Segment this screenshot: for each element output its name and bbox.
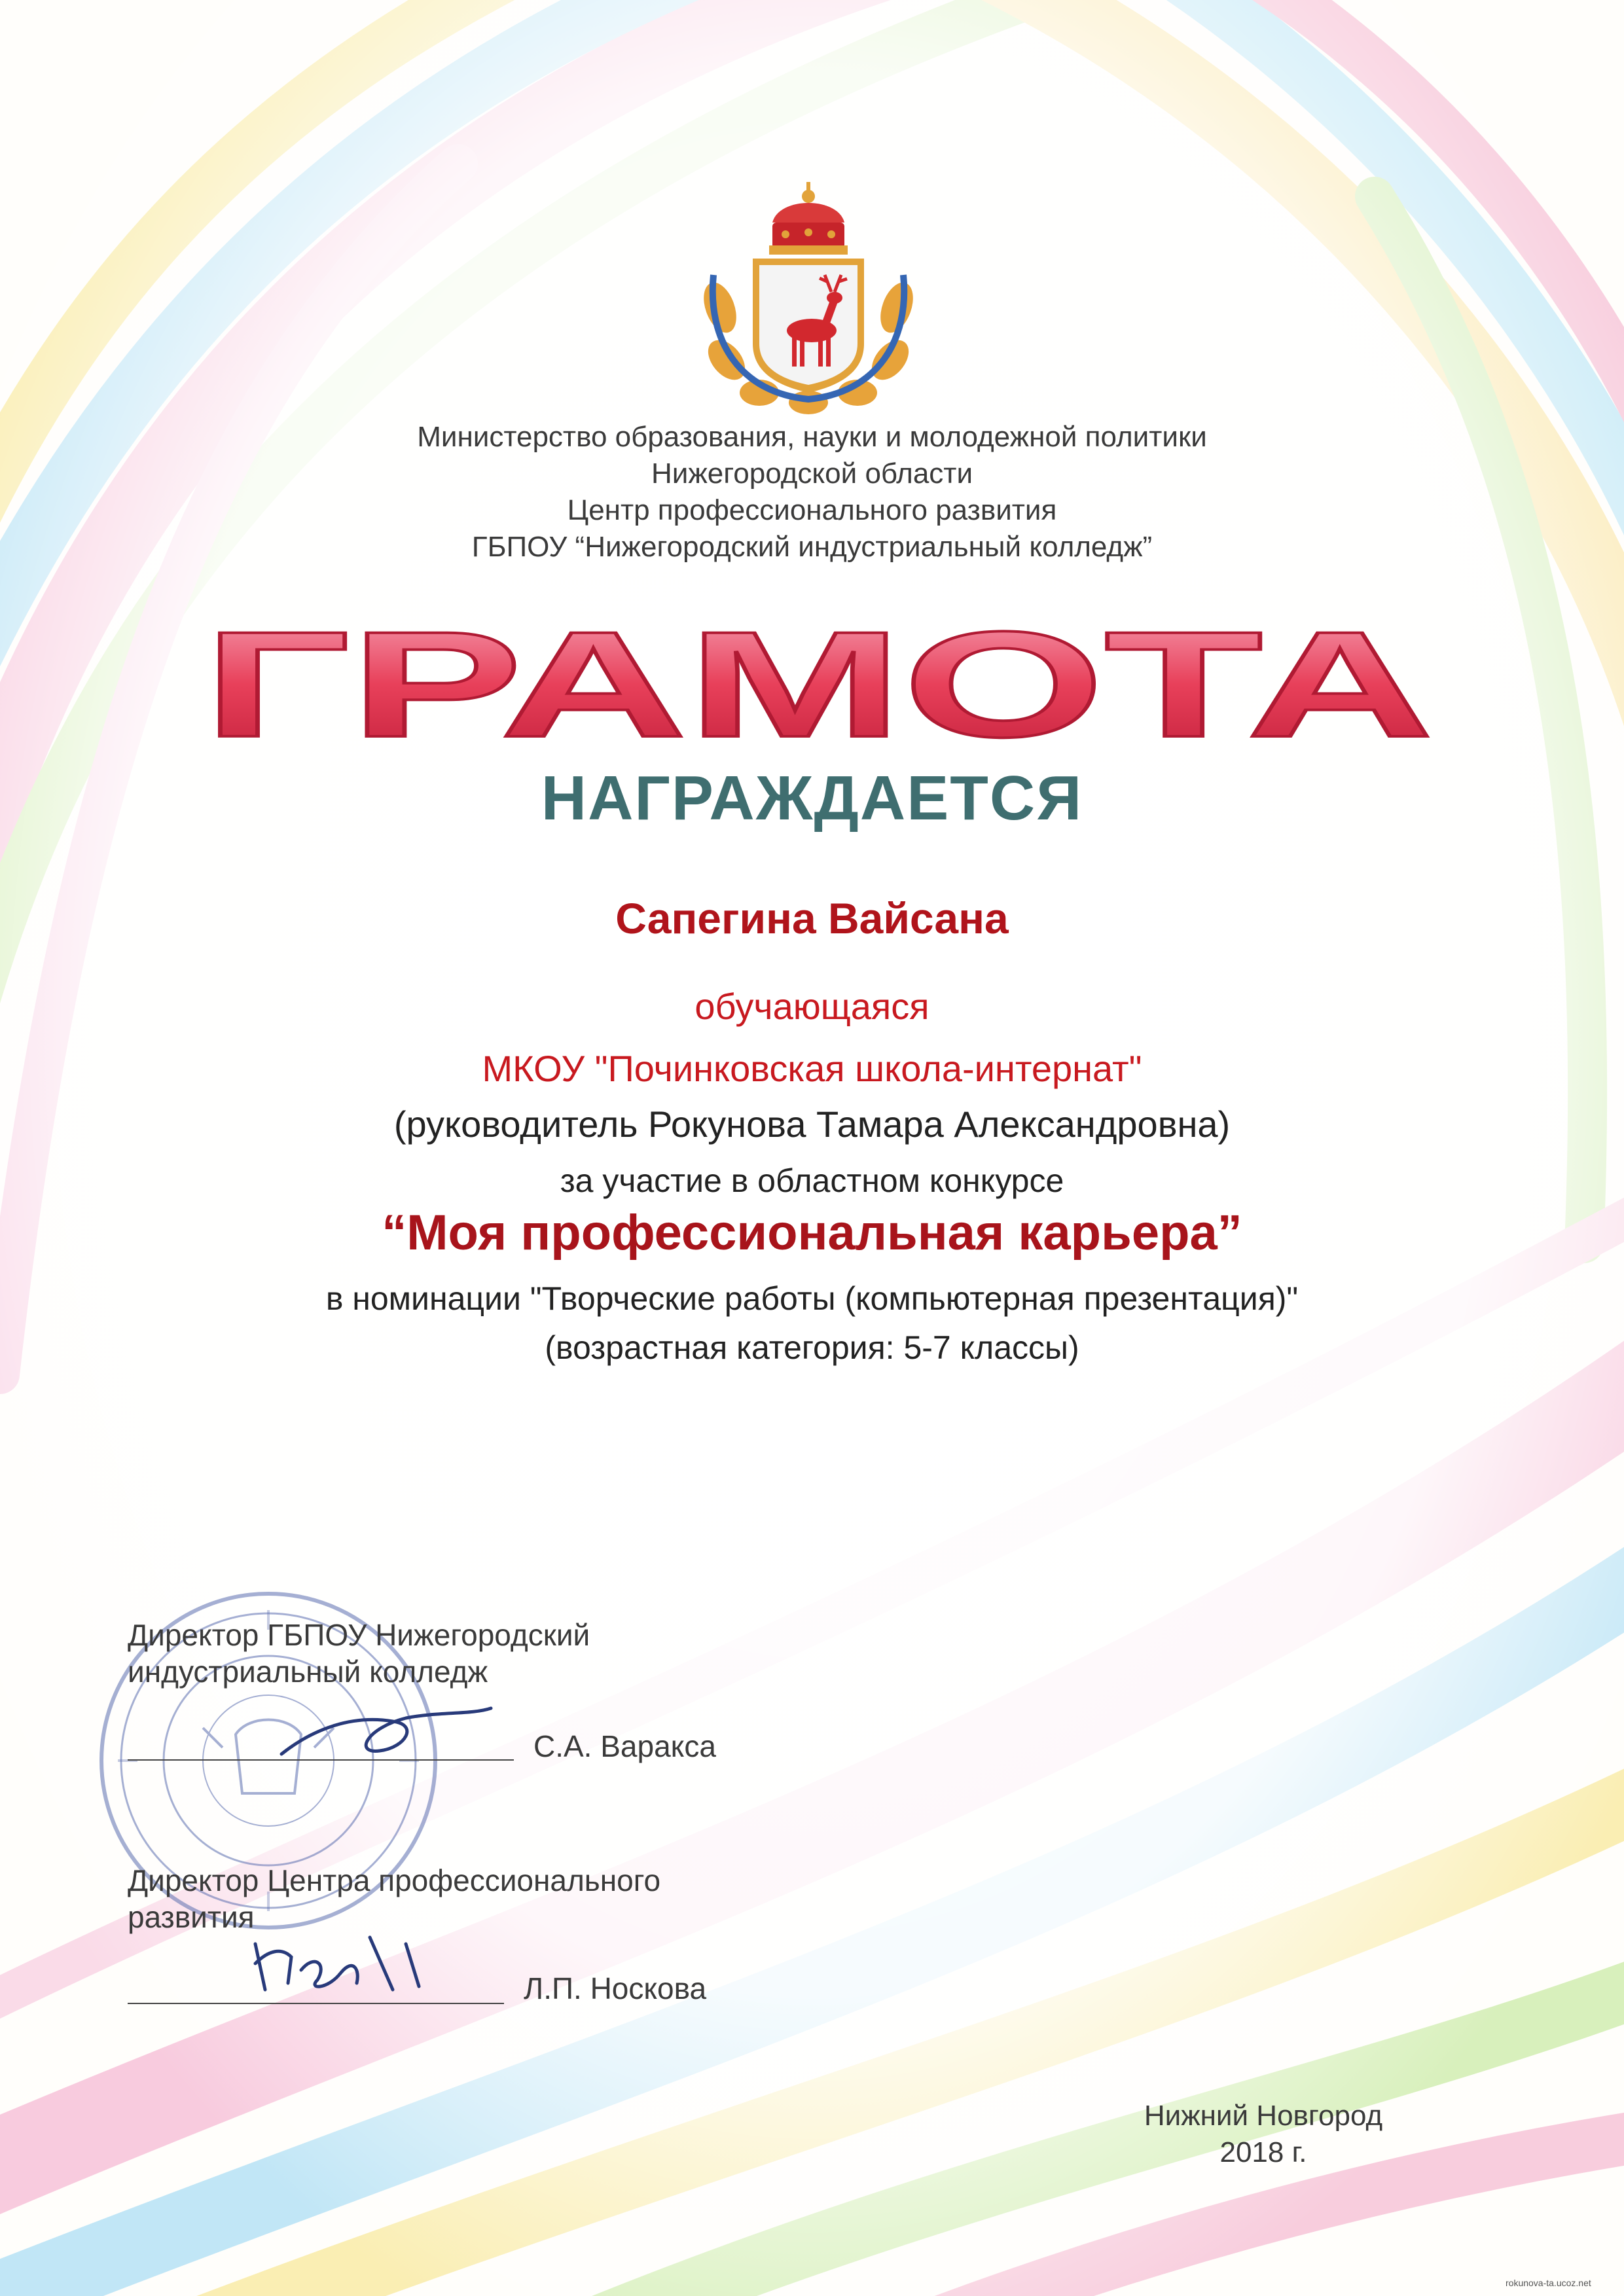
certificate-title [196, 615, 1440, 753]
ministry-line-3: Центр профессионального развития [567, 494, 1057, 526]
recipient-name: Сапегина Вайсана [615, 894, 1009, 942]
signature-2-title-line-2: развития [128, 1900, 255, 1934]
school-name: МКОУ "Починковская школа-интернат" [482, 1048, 1142, 1089]
signature-2-line [128, 2003, 504, 2004]
ministry-line-4: ГБПОУ “Нижегородский индустриальный колледж” [471, 531, 1153, 563]
reason: за участие в областном конкурсе [560, 1162, 1064, 1199]
year: 2018 г. [1219, 2136, 1307, 2168]
age-category: (возрастная категория: 5-7 классы) [545, 1329, 1079, 1366]
signature-1-title-line-1: Директор ГБПОУ Нижегородский [128, 1618, 590, 1652]
signature-1-line [128, 1759, 514, 1761]
signature-2-handwriting [242, 1918, 439, 2009]
ministry-line-2: Нижегородской области [651, 457, 973, 490]
coat-of-arms-icon [700, 177, 916, 419]
title-text: ГРАМОТА [203, 615, 1434, 753]
city: Нижний Новгород [1144, 2100, 1383, 2132]
contest-name: “Моя профессиональная карьера” [382, 1205, 1242, 1261]
awarded-label: НАГРАЖДАЕТСЯ [541, 763, 1083, 833]
supervisor: (руководитель Рокунова Тамара Александровна) [393, 1103, 1231, 1145]
nomination: в номинации "Творческие работы (компьютерная презентация)" [325, 1280, 1299, 1317]
signature-2-title-line-1: Директор Центра профессионального [128, 1863, 661, 1897]
recipient-status: обучающаяся [695, 986, 929, 1027]
ministry-line-1: Министерство образования, науки и молодежной политики [417, 421, 1207, 453]
city-year [1106, 2098, 1420, 2171]
site-watermark: rokunova-ta.ucoz.net [1506, 2278, 1591, 2288]
ministry-header [0, 419, 1624, 565]
signature-1-title [128, 1617, 590, 1690]
signature-1-name: С.А. Варакса [533, 1729, 716, 1763]
signature-1-title-line-2: индустриальный колледж [128, 1655, 488, 1689]
signature-2-name: Л.П. Носкова [524, 1971, 707, 2005]
signature-1-handwriting [275, 1689, 497, 1774]
